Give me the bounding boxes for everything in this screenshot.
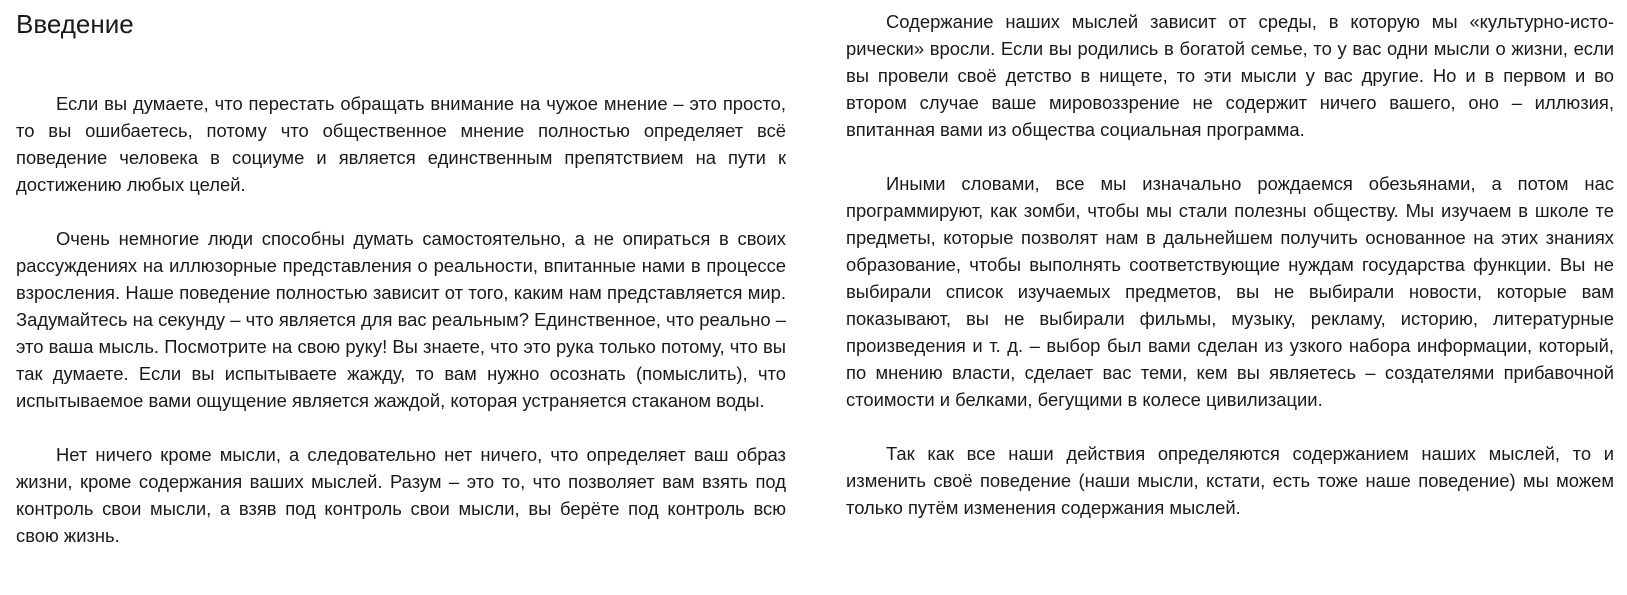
paragraph: Иными словами, все мы изначально рождаемся обезьянами, а потом нас программируют, как зомби, чтобы мы стали полезны обществу. Мы изучаем в школе те предметы, которые позволят нам в дальнейшем получить основанное на этих знаниях образование, чтобы выполнять соответствующие нуждам государства функции. Вы не выбирали список изучаемых предметов, вы не выбирали новости, которые вам показывают, вы не выбирали фильмы, музыку, рекламу, историю, литературные произведения и т. д. – выбор был вами сделан из узкого набора информации, который, по мнению власти, сделает вас теми, кем вы являетесь – создателями прибавочной стоимости и белками, бегущими в колесе цивилизации.: [846, 173, 1614, 410]
section-heading: Введение: [16, 9, 134, 39]
paragraph: Содержание наших мыслей зависит от среды, в которую мы «культурно-исторически» вросли. Если вы родились в богатой семье, то у вас одни мысли о жизни, если вы провели своё детство в нищете, то эти мысли у вас другие. Но и в первом и во втором случае ваше мировоззрение не содержит ничего вашего, оно – иллюзия, впитанная вами из общества социальная программа.: [846, 11, 1614, 140]
paragraph: Если вы думаете, что перестать обращать внимание на чужое мнение – это просто, то вы ошибаетесь, потому что общественное мнение полностью определяет всё поведение человека в социуме и является единственным препятствием на пути к достижению любых целей.: [16, 93, 786, 195]
left-column: [16, 0, 786, 549]
paragraph: Так как все наши действия определяются содержанием наших мыслей, то и изменить своё поведение (наши мысли, кстати, есть тоже наше поведение) мы можем только путём изменения содержания мыслей.: [846, 443, 1614, 518]
right-column: [846, 0, 1614, 521]
paragraph: Нет ничего кроме мысли, а следовательно нет ничего, что определяет ваш образ жизни, кроме содержания ваших мыслей. Разум – это то, что позволяет вам взять под контроль свои мысли, а взяв под контроль свои мысли, вы берёте под контроль всю свою жизнь.: [16, 444, 786, 546]
paragraph: Очень немногие люди способны думать самостоятельно, а не опираться в своих рассуждениях на иллюзорные представления о реальности, впитанные нами в процессе взросления. Наше поведение полностью зависит от того, каким нам представляется мир. Задумайтесь на секунду – что является для вас реальным? Единственное, что реально – это ваша мысль. Посмотрите на свою руку! Вы знаете, что это рука только потому, что вы так думаете. Если вы испытываете жажду, то вам нужно осознать (помыслить), что испытываемое вами ощущение является жаждой, которая устраняется стаканом воды.: [16, 228, 786, 411]
